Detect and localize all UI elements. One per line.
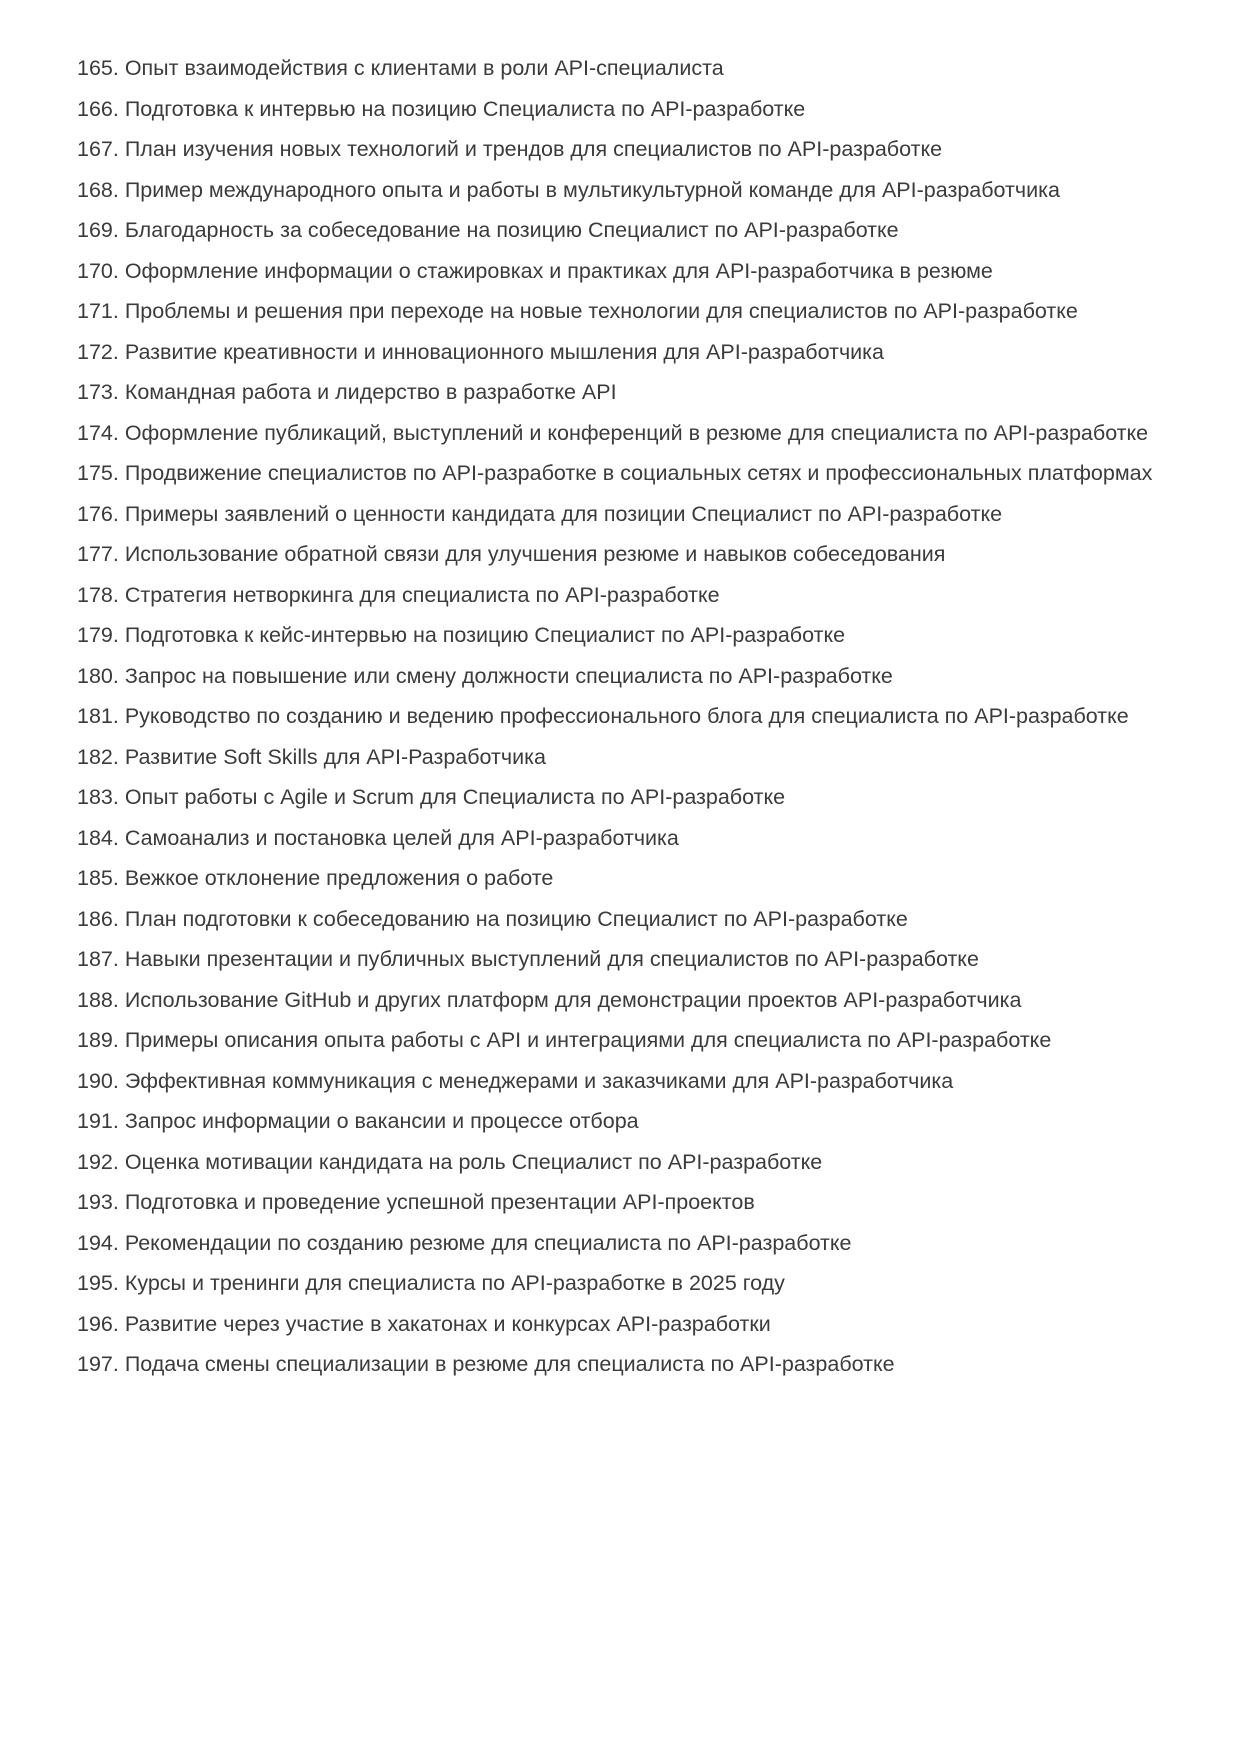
numbered-topic-list [77, 48, 1165, 1385]
list-item: 172. Развитие креативности и инновационного мышления для API-разработчика [77, 339, 884, 364]
list-item: 180. Запрос на повышение или смену должности специалиста по API-разработке [77, 663, 893, 688]
list-item: 196. Развитие через участие в хакатонах и конкурсах API-разработки [77, 1311, 771, 1336]
list-item: 178. Стратегия нетворкинга для специалиста по API-разработке [77, 582, 720, 607]
list-item: 190. Эффективная коммуникация с менеджерами и заказчиками для API-разработчика [77, 1068, 954, 1093]
list-item: 173. Командная работа и лидерство в разработке API [77, 380, 617, 404]
list-item: 187. Навыки презентации и публичных выступлений для специалистов по API-разработке [77, 947, 979, 971]
list-item: 165. Опыт взаимодействия с клиентами в роли API-специалиста [77, 56, 724, 80]
list-item: 182. Развитие Soft Skills для API-Разработчика [77, 744, 546, 769]
list-item: 175. Продвижение специалистов по API-разработке в социальных сетях и профессиональных платформах [77, 461, 1153, 485]
list-item: 177. Использование обратной связи для улучшения резюме и навыков собеседования [77, 542, 946, 566]
list-item: 170. Оформление информации о стажировках и практиках для API-разработчика в резюме [77, 258, 993, 283]
list-item: 195. Курсы и тренинги для специалиста по API-разработке в 2025 году [77, 1271, 785, 1295]
list-item: 192. Оценка мотивации кандидата на роль Специалист по API-разработке [77, 1149, 823, 1174]
list-item: 188. Использование GitHub и других платформ для демонстрации проектов API-разработчика [77, 987, 1022, 1012]
list-item: 168. Пример международного опыта и работы в мультикультурной команде для API-разработчика [77, 177, 1060, 202]
list-item: 174. Оформление публикаций, выступлений и конференций в резюме для специалиста по API-разработке [77, 420, 1149, 445]
list-item: 183. Опыт работы с Agile и Scrum для Специалиста по API-разработке [77, 785, 786, 809]
list-item: 197. Подача смены специализации в резюме для специалиста по API-разработке [77, 1352, 895, 1376]
list-item: 194. Рекомендации по созданию резюме для специалиста по API-разработке [77, 1230, 852, 1255]
list-item: 171. Проблемы и решения при переходе на новые технологии для специалистов по API-разработке [77, 299, 1078, 323]
list-item: 191. Запрос информации о вакансии и процессе отбора [77, 1109, 639, 1133]
list-item: 166. Подготовка к интервью на позицию Специалиста по API-разработке [77, 96, 806, 121]
list-item: 193. Подготовка и проведение успешной презентации API-проектов [77, 1190, 755, 1214]
list-item: 179. Подготовка к кейс-интервью на позицию Специалист по API-разработке [77, 623, 846, 647]
list-item: 176. Примеры заявлений о ценности кандидата для позиции Специалист по API-разработке [77, 501, 1003, 526]
list-item: 181. Руководство по созданию и ведению профессионального блога для специалиста по API-разработке [77, 704, 1129, 728]
list-item: 184. Самоанализ и постановка целей для API-разработчика [77, 825, 679, 850]
list-item: 186. План подготовки к собеседованию на позицию Специалист по API-разработке [77, 906, 908, 931]
list-item: 185. Вежкое отклонение предложения о работе [77, 866, 554, 890]
list-item: 189. Примеры описания опыта работы с API и интеграциями для специалиста по API-разработке [77, 1028, 1052, 1052]
list-item: 169. Благодарность за собеседование на позицию Специалист по API-разработке [77, 218, 899, 242]
list-item: 167. План изучения новых технологий и трендов для специалистов по API-разработке [77, 137, 943, 161]
